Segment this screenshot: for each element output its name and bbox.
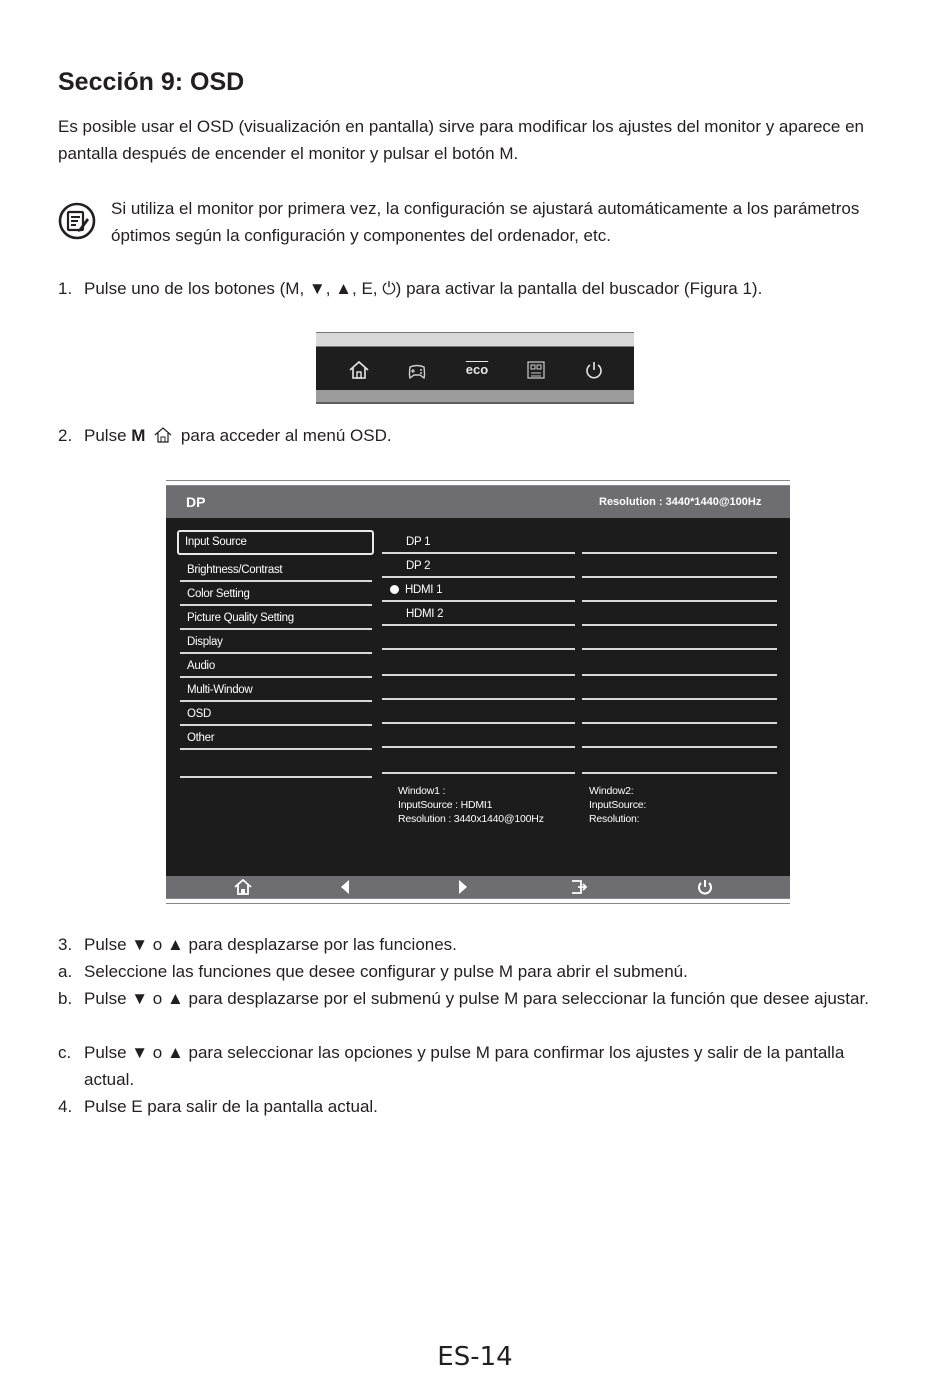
step-text: para acceder al menú OSD. — [180, 426, 392, 445]
osd-subvalue-empty — [582, 652, 777, 676]
section-title: Sección 9: OSD — [58, 68, 245, 96]
step-text: Pulse uno de los botones (M, ▼, ▲, E, ⏻) para activar la pantalla del buscador (Figura 1). — [84, 279, 763, 298]
osd-subvalue-empty — [582, 530, 777, 554]
osd-subvalue-empty — [582, 700, 777, 724]
osd-menu-empty-row — [180, 754, 372, 778]
note-icon — [58, 202, 96, 240]
osd-menu-item-input-source[interactable]: Input Source — [177, 530, 374, 555]
power-icon[interactable] — [583, 359, 605, 381]
window1-title: Window1 : — [398, 785, 446, 797]
step-text-wrap — [84, 422, 894, 449]
m-key-label: M — [131, 426, 146, 445]
home-icon[interactable] — [348, 359, 370, 381]
step-text: Pulse — [84, 426, 127, 445]
osd-option-empty — [382, 676, 575, 700]
step-text: Pulse E para salir de la pantalla actual. — [84, 1097, 378, 1116]
osd-menu-item-picture-quality[interactable]: Picture Quality Setting — [180, 606, 372, 630]
osd-option-empty — [382, 750, 575, 774]
step-text: Seleccione las funciones que desee configurar y pulse M para abrir el submenú. — [84, 962, 688, 981]
step-number: a. — [58, 962, 73, 981]
osd-menu-item-multi-window[interactable]: Multi-Window — [180, 678, 372, 702]
window2-title: Window2: — [589, 785, 634, 797]
input-icon[interactable] — [525, 359, 547, 381]
intro-paragraph: Es posible usar el OSD (visualización en pantalla) sirve para modificar los ajustes del monitor y aparece en pantalla después de encender el monitor y pulsar el botón M. — [58, 117, 864, 163]
osd-option-dp1[interactable]: DP 1 — [382, 530, 575, 554]
quick-launch-bar-figure — [316, 332, 634, 404]
osd-footer — [166, 876, 790, 898]
osd-body — [166, 518, 790, 876]
window1-resolution: Resolution : 3440x1440@100Hz — [398, 813, 544, 825]
eco-icon[interactable]: $\overline{eco}$ — [465, 362, 489, 377]
osd-option-dp2[interactable]: DP 2 — [382, 554, 575, 578]
home-icon — [154, 426, 172, 443]
osd-option-empty — [382, 700, 575, 724]
step-number: 3. — [58, 935, 73, 954]
step-number: 1. — [58, 279, 73, 298]
osd-option-empty — [382, 724, 575, 748]
home-icon[interactable] — [234, 879, 252, 895]
step-text: Pulse ▼ o ▲ para desplazarse por las funciones. — [84, 935, 457, 954]
quickbar-top-bezel — [316, 332, 634, 347]
note-text: Si utiliza el monitor por primera vez, la configuración se ajustará automáticamente a los parámetros óptimos según la configuración y componentes del ordenador, etc. — [111, 199, 860, 245]
exit-icon[interactable] — [570, 879, 588, 895]
step-number: b. — [58, 989, 73, 1008]
window2-input: InputSource: — [589, 799, 647, 811]
osd-current-source: DP — [186, 494, 206, 510]
step-number: 4. — [58, 1097, 73, 1116]
selected-dot-icon — [390, 585, 399, 594]
step-text: Pulse ▼ o ▲ para desplazarse por el submenú y pulse M para seleccionar la función que desee ajustar. — [84, 989, 869, 1008]
osd-option-empty — [382, 652, 575, 676]
quickbar-bottom-bezel — [316, 390, 634, 404]
quickbar-body — [316, 347, 634, 390]
gamepad-icon[interactable] — [406, 359, 428, 381]
osd-subvalue-empty — [582, 554, 777, 578]
osd-subvalue-empty — [582, 750, 777, 774]
osd-resolution: Resolution : 3440*1440@100Hz — [599, 496, 762, 508]
page-number: ES-14 — [437, 1342, 513, 1372]
osd-bottom-frame — [166, 898, 790, 904]
window1-info — [398, 784, 544, 826]
osd-menu-item-audio[interactable]: Audio — [180, 654, 372, 678]
osd-option-empty — [382, 626, 575, 650]
osd-option-hdmi2[interactable]: HDMI 2 — [382, 602, 575, 626]
osd-header — [166, 486, 790, 518]
osd-subvalue-empty — [582, 602, 777, 626]
osd-option-hdmi1[interactable] — [382, 578, 575, 602]
osd-subvalue-empty — [582, 578, 777, 602]
left-arrow-icon[interactable] — [336, 879, 354, 895]
osd-menu-item-display[interactable]: Display — [180, 630, 372, 654]
power-icon[interactable] — [696, 879, 714, 895]
osd-subvalue-empty — [582, 676, 777, 700]
window2-resolution: Resolution: — [589, 813, 640, 825]
osd-menu-item-other[interactable]: Other — [180, 726, 372, 750]
window2-info — [589, 784, 646, 826]
osd-menu-figure — [166, 480, 790, 904]
step-text: Pulse ▼ o ▲ para seleccionar las opciones y pulse M para confirmar los ajustes y salir de la pantalla actual. — [84, 1043, 845, 1089]
right-arrow-icon[interactable] — [454, 879, 472, 895]
osd-option-label: HDMI 1 — [405, 584, 443, 596]
osd-subvalue-empty — [582, 724, 777, 748]
osd-menu-item-brightness-contrast[interactable]: Brightness/Contrast — [180, 558, 372, 582]
window1-input: InputSource : HDMI1 — [398, 799, 493, 811]
step-number: 2. — [58, 426, 73, 445]
step-number: c. — [58, 1043, 72, 1062]
osd-menu-item-osd[interactable]: OSD — [180, 702, 372, 726]
osd-menu-item-color-setting[interactable]: Color Setting — [180, 582, 372, 606]
osd-subvalue-empty — [582, 626, 777, 650]
